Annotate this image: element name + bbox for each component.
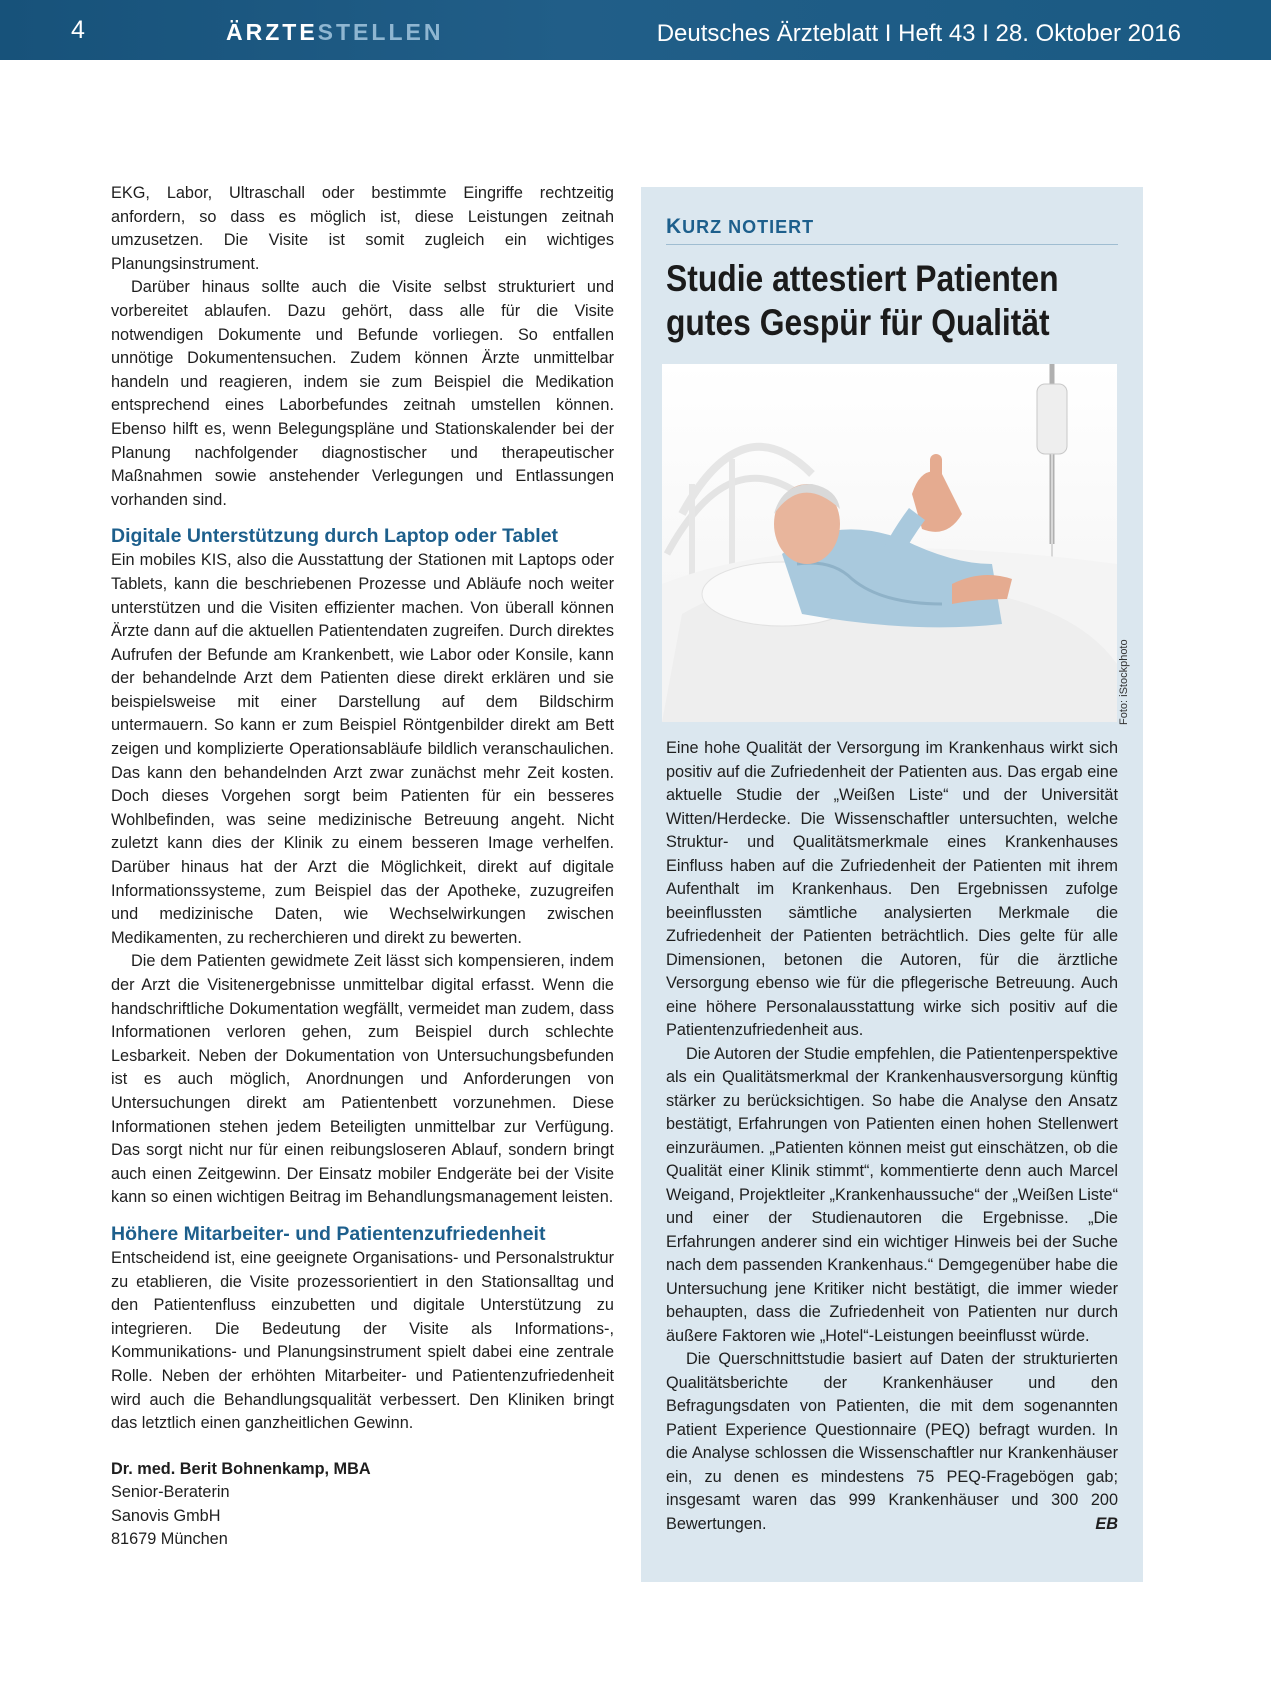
photo-credit: Foto: iStockphoto	[1118, 639, 1130, 725]
sidebar-paragraph: Die Querschnittstudie basiert auf Daten der strukturierten Qualitätsberichte der Krankenhäuser und den Befragungsdaten von Patienten, die mit dem sogenannten Patient Experience Questionnaire (PEQ) befragt wurden. In die Analyse schlossen die Wissenschaftler nur Krankenhäuser ein, zu denen es mindestens 75 PEQ-Fragebögen gab; insgesamt waren das 999 Krankenhäuser und 300 200 Bewertungen. EB	[666, 1348, 1118, 1536]
article-paragraph: EKG, Labor, Ultraschall oder bestimmte Eingriffe rechtzeitig anfordern, so dass es möglich ist, diese Leistungen zeitnah umzusetzen. Die Visite ist somit zugleich ein wichtiges Planungsinstrument.	[111, 184, 614, 273]
journal-issue: Deutsches Ärzteblatt I Heft 43 I 28. Oktober 2016	[656, 20, 1181, 47]
article-paragraph: Ein mobiles KIS, also die Ausstattung der Stationen mit Laptops oder Tablets, kann die beschriebenen Prozesse und Abläufe noch weiter unterstützen und die Visiten effizienter machen. Von überall können Ärzte dann auf die aktuellen Patientendaten zugreifen. Durch direktes Aufrufen der Befunde am Krankenbett, wie Labor oder Konsile, kann der behandelnde Arzt dem Patienten diese direkt erklären und sie beispielsweise mit einer Darstellung auf dem Bildschirm untermauern. So kann er zum Beispiel Röntgenbilder direkt am Bett zeigen und komplizierte Operationsabläufe bildlich veranschaulichen. Das kann den behandelnden Arzt zwar zunächst mehr Zeit kosten. Doch dieses Vorgehen sorgt beim Patienten für ein besseres Wohlbefinden, was seine medizinische Betreuung angeht. Nicht zuletzt kann dies der Klinik zu einem besseren Image verhelfen. Darüber hinaus hat der Arzt die Möglichkeit, direkt auf digitale Informationssysteme, zum Beispiel das der Apotheke, zuzugreifen und medizinische Daten, wie Wechselwirkungen zwischen Medikamenten, zu recherchieren und direkt zu bewerten.	[111, 551, 614, 947]
author-signature	[111, 1458, 614, 1552]
sidebar-kicker: KURZ NOTIERT	[666, 215, 1118, 245]
article-paragraph: Die dem Patienten gewidmete Zeit lässt sich kompensieren, indem der Arzt die Visitenergebnisse unmittelbar digital erfasst. Wenn die handschriftliche Dokumentation wegfällt, vermeidet man zudem, dass Informationen verloren gehen, zum Beispiel durch schlechte Lesbarkeit. Neben der Dokumentation von Untersuchungsbefunden ist es auch möglich, Anordnungen und Anforderungen von Untersuchungen direkt am Patientenbett vorzunehmen. Diese Informationen stehen jedem Beteiligten unmittelbar zur Verfügung. Das sorgt nicht nur für einen reibungsloseren Ablauf, sondern bringt auch einen Zeitgewinn. Der Einsatz mobiler Endgeräte bei der Visite kann so einen wichtigen Beitrag im Behandlungsmanagement leisten.	[111, 952, 614, 1207]
author-company: Sanovis GmbH	[111, 1506, 221, 1525]
sidebar-box	[641, 187, 1143, 1582]
brand-logo: ÄRZTESTELLEN	[226, 19, 444, 45]
article-column	[111, 182, 614, 1552]
page-number: 4	[71, 16, 85, 44]
sidebar-paragraph: Die Autoren der Studie empfehlen, die Patientenperspektive als ein Qualitätsmerkmal der Krankenhausversorgung künftig stärker zu berücksichtigen. So habe die Analyse den Ansatz bestätigt, Erfahrungen von Patienten einen hohen Stellenwert einzuräumen. „Patienten können meist gut einschätzen, ob die Qualität einer Klinik stimmt“, kommentierte denn auch Marcel Weigand, Projektleiter „Krankenhaussuche“ der „Weißen Liste“ und einer der Studienautoren die Ergebnisse. „Die Erfahrungen anderer sind ein wichtiger Hinweis bei der Suche nach dem passenden Krankenhaus.“ Demgegenüber habe die Untersuchung jene Kritiker nicht bestätigt, die immer wieder behaupten, dass die Zufriedenheit von Patienten nur durch äußere Faktoren wie „Hotel“-Leistungen beeinflusst würde.	[666, 1044, 1118, 1345]
patient-photo	[662, 364, 1117, 722]
sidebar-text	[666, 737, 1118, 1536]
section-heading: Höhere Mitarbeiter- und Patientenzufriedenheit	[111, 1222, 546, 1245]
article-paragraph: Darüber hinaus sollte auch die Visite selbst strukturiert und vorbereitet ablaufen. Dazu gehört, dass alle für die Visite notwendigen Dokumente und Befunde vorliegen. So entfallen unnötige Dokumentensuchen. Zudem können Ärzte unmittelbar handeln und reagieren, indem sie zum Beispiel die Medikation entsprechend eines Laborbefundes zeitnah umstellen können. Ebenso hilft es, wenn Belegungspläne und Stationskalender bei der Planung nachfolgender diagnostischer und therapeutischer Maßnahmen sowie anstehender Verlegungen und Entlassungen vorhanden sind.	[111, 278, 614, 509]
article-paragraph: Entscheidend ist, eine geeignete Organisations- und Personalstruktur zu etablieren, die Visite prozessorientiert in den Stationsalltag und den Patientenfluss einzubetten und digitale Unterstützung zu integrieren. Die Bedeutung der Visite als Informations-, Kommunikations- und Planungsinstrument spielt dabei eine zentrale Rolle. Neben der erhöhten Mitarbeiter- und Patientenzufriedenheit wird auch die Behandlungsqualität verbessert. Den Kliniken bringt das letztlich einen ganzheitlichen Gewinn.	[111, 1248, 614, 1433]
sidebar-author: EB	[1095, 1514, 1118, 1533]
sidebar-title: Studie attestiert Patienten gutes Gespür für Qualität	[666, 258, 1059, 343]
page-header	[0, 0, 1271, 60]
author-city: 81679 München	[111, 1530, 228, 1549]
sidebar-paragraph: Eine hohe Qualität der Versorgung im Krankenhaus wirkt sich positiv auf die Zufriedenheit der Patienten aus. Das ergab eine aktuelle Studie der „Weißen Liste“ und der Universität Witten/Herdecke. Die Wissenschaftler untersuchten, welche Struktur- und Qualitätsmerkmale eines Krankenhauses Einfluss haben auf die Zufriedenheit der Patienten mit ihrem Aufenthalt im Krankenhaus. Den Ergebnissen zufolge beeinflussten sämtliche analysierten Merkmale die Zufriedenheit der Patienten beträchtlich. Dies gelte für alle Dimensionen, betonen die Autoren, für die ärztliche Versorgung ebenso wie für die pflegerische Betreuung. Auch eine höhere Personalausstattung wirke sich positiv auf die Patientenzufriedenheit aus.	[666, 739, 1118, 1039]
author-name: Dr. med. Berit Bohnenkamp, MBA	[111, 1459, 371, 1478]
section-heading: Digitale Unterstützung durch Laptop oder Tablet	[111, 525, 559, 548]
author-role: Senior-Beraterin	[111, 1483, 230, 1502]
